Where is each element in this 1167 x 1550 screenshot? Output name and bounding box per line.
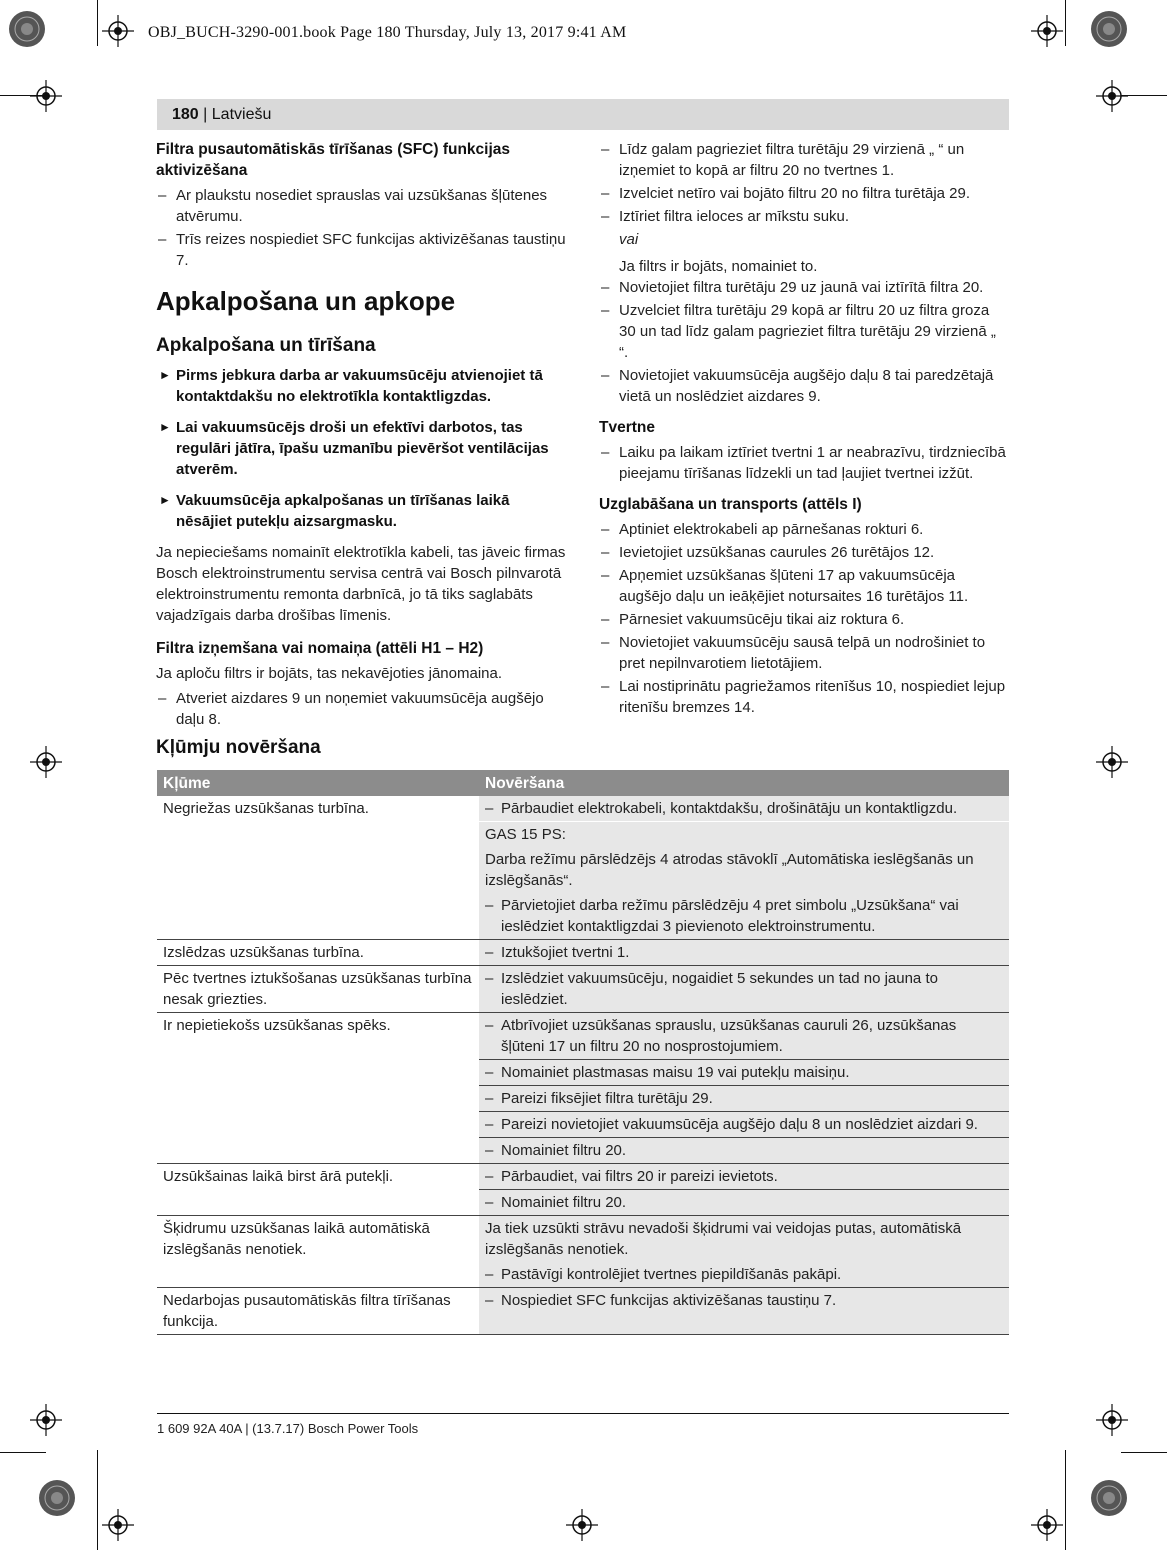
table-row (157, 796, 1009, 822)
registration-mark-icon (30, 746, 62, 778)
or-word: vai (619, 231, 639, 248)
color-rosette-icon (1090, 10, 1128, 48)
table-header-row (157, 770, 1009, 796)
registration-mark-icon (102, 1509, 134, 1541)
left-column (156, 139, 568, 732)
remedy-text: – Pārbaudiet elektrokabeli, kontaktdakšu, drošinātāju un kontaktligzdu. (485, 798, 1003, 819)
sfc-steps (156, 185, 568, 271)
remedy-cell (479, 940, 1009, 966)
safety-warnings (156, 365, 568, 532)
fault-cell: Pēc tvertnes iztukšošanas uzsūkšanas turbīna nesak griezties. (157, 966, 479, 1013)
tank-step: – Laiku pa laikam iztīriet tvertni 1 ar neabrazīvu, tirdzniecībā pieejamu tīrīšanas līdzekli un tad ļaujiet tvertnei izžūt. (599, 442, 1009, 484)
warning-item: ► Lai vakuumsūcējs droši un efektīvi darbotos, tas regulāri jātīra, īpašu uzmanību pievēršot ventilācijas atverēm. (156, 417, 568, 480)
list-item: – Lai nostiprinātu pagriežamos ritenīšus 10, nospiediet lejup ritenīšu bremzes 14. (599, 676, 1009, 718)
remedy-text: – Pareizi novietojiet vakuumsūcēja augšējo daļu 8 un noslēdziet aizdari 9. (485, 1114, 1003, 1135)
fault-cell: Uzsūkšainas laikā birst ārā putekļi. (157, 1164, 479, 1216)
fault-cell: Izslēdzas uzsūkšanas turbīna. (157, 940, 479, 966)
remedy-cell (479, 1138, 1009, 1164)
filter-heading: Filtra izņemšana vai nomaiņa (attēli H1 – H2) (156, 640, 484, 657)
troubleshooting-heading: Kļūmju novēršana (156, 737, 321, 758)
list-item: – Uzvelciet filtra turētāju 29 kopā ar filtru 20 uz filtra groza 30 un tad līdz galam pagrieziet filtra turētāju 29 virzienā „ “. (599, 300, 1009, 363)
list-item: – Apņemiet uzsūkšanas šļūteni 17 ap vakuumsūcēja augšējo daļu un ieāķējiet notursaites 16 turētājos 11. (599, 565, 1009, 607)
page-header (172, 104, 271, 125)
remedy-text: – Nomainiet filtru 20. (485, 1140, 1003, 1161)
column-header-fault: Kļūme (157, 770, 479, 796)
registration-mark-icon (1096, 746, 1128, 778)
list-item: – Aptiniet elektrokabeli ap pārnešanas rokturi 6. (599, 519, 1009, 540)
list-item: – Pārnesiet vakuumsūcēju tikai aiz roktura 6. (599, 609, 1009, 630)
remedy-cell (479, 893, 1009, 940)
table-row (157, 966, 1009, 1013)
remedy-text: – Izslēdziet vakuumsūcēju, nogaidiet 5 sekundes un tad no jauna to ieslēdziet. (485, 968, 1003, 1010)
list-item: – Ar plaukstu nosediet sprauslas vai uzsūkšanas šļūtenes atvērumu. (156, 185, 568, 227)
list-item: – Līdz galam pagrieziet filtra turētāju 29 virzienā „ “ un izņemiet to kopā ar filtru 20 no tvertnes 1. (599, 139, 1009, 181)
registration-mark-icon (566, 1509, 598, 1541)
table-row (157, 1013, 1009, 1060)
table-row (157, 1288, 1009, 1335)
damaged-note: Ja filtrs ir bojāts, nomainiet to. (619, 258, 818, 275)
page-header-bar (157, 99, 1009, 130)
page-footer: 1 609 92A 40A | (13.7.17) Bosch Power Tools (157, 1421, 419, 1436)
remedy-text: – Atbrīvojiet uzsūkšanas sprauslu, uzsūkšanas cauruli 26, uzsūkšanas šļūteni 17 un filtru 20 no nosprostojumiem. (485, 1015, 1003, 1057)
remedy-text: – Iztukšojiet tvertni 1. (485, 942, 1003, 963)
remedy-text: – Pārbaudiet, vai filtrs 20 ir pareizi ievietots. (485, 1166, 1003, 1187)
footer-rule (157, 1413, 1009, 1414)
remedy-text: – Nomainiet filtru 20. (485, 1192, 1003, 1213)
remedy-cell (479, 1060, 1009, 1086)
color-rosette-icon (38, 1479, 76, 1517)
cable-paragraph: Ja nepieciešams nomainīt elektrotīkla kabeli, tas jāveic firmas Bosch elektroinstrumentu servisa centrā vai Bosch pilnvarotā elektroinstrumentu remonta darbnīcā, jo tā tiks saglabāts vajadzīgais darba drošības līmenis. (156, 544, 566, 624)
list-item: – Trīs reizes nospiediet SFC funkcijas aktivizēšanas taustiņu 7. (156, 229, 568, 271)
remedy-cell (479, 1190, 1009, 1216)
column-header-remedy: Novēršana (479, 770, 1009, 796)
remedy-cell (479, 1086, 1009, 1112)
remedy-cell (479, 1013, 1009, 1060)
storage-heading: Uzglabāšana un transports (attēls I) (599, 496, 862, 513)
remedy-text: – Pastāvīgi kontrolējiet tvertnes piepildīšanās pakāpi. (485, 1264, 1003, 1285)
remedy-cell: GAS 15 PS: (479, 822, 1009, 848)
remedy-cell (479, 1288, 1009, 1335)
list-item: – Novietojiet vakuumsūcēju sausā telpā un nodrošiniet to pret nepilnvarotiem lietotājiem. (599, 632, 1009, 674)
list-item: – Novietojiet filtra turētāju 29 uz jaunā vai iztīrītā filtra 20. (599, 277, 1009, 298)
registration-mark-icon (1031, 1509, 1063, 1541)
list-item: – Iztīriet filtra ieloces ar mīkstu suku. (599, 206, 1009, 227)
remedy-cell (479, 966, 1009, 1013)
cleaning-heading: Apkalpošana un tīrīšana (156, 335, 376, 356)
sfc-heading: Filtra pusautomātiskās tīrīšanas (SFC) funkcijas aktivizēšana (156, 141, 511, 179)
table-row (157, 1216, 1009, 1263)
remedy-text: – Nospiediet SFC funkcijas aktivizēšanas taustiņu 7. (485, 1290, 1003, 1311)
printer-slug: OBJ_BUCH-3290-001.book Page 180 Thursday, July 13, 2017 9:41 AM (148, 24, 627, 41)
remedy-cell (479, 796, 1009, 822)
color-rosette-icon (8, 10, 46, 48)
header-language: Latviešu (211, 106, 272, 123)
color-rosette-icon (1090, 1479, 1128, 1517)
warning-item: ► Pirms jebkura darba ar vakuumsūcēju atvienojiet tā kontaktdakšu no elektrotīkla kontaktligzdas. (156, 365, 568, 407)
filter-steps-b (599, 277, 1009, 407)
remedy-cell: Ja tiek uzsūkti strāvu nevadoši šķidrumi vai veidojas putas, automātiskā izslēgšanās nenotiek. (479, 1216, 1009, 1263)
remedy-cell (479, 1112, 1009, 1138)
page-number: 180 (172, 106, 199, 123)
remedy-text: – Nomainiet plastmasas maisu 19 vai putekļu maisiņu. (485, 1062, 1003, 1083)
registration-mark-icon (30, 80, 62, 112)
header-separator: | (203, 106, 208, 123)
fault-cell: Ir nepietiekošs uzsūkšanas spēks. (157, 1013, 479, 1164)
table-row (157, 940, 1009, 966)
fault-cell: Šķidrumu uzsūkšanas laikā automātiskā izslēgšanās nenotiek. (157, 1216, 479, 1288)
list-item: – Novietojiet vakuumsūcēja augšējo daļu 8 tai paredzētajā vietā un noslēdziet aizdares 9. (599, 365, 1009, 407)
maintenance-heading: Apkalpošana un apkope (156, 286, 456, 316)
list-item: – Izvelciet netīro vai bojāto filtru 20 no filtra turētāja 29. (599, 183, 1009, 204)
table-row (157, 1164, 1009, 1190)
registration-mark-icon (30, 1404, 62, 1436)
right-column (599, 139, 1009, 720)
fault-cell: Negriežas uzsūkšanas turbīna. (157, 796, 479, 940)
remedy-cell (479, 1262, 1009, 1288)
remedy-cell: Darba režīmu pārslēdzējs 4 atrodas stāvoklī „Automātiska ieslēgšanās un izslēgšanās“. (479, 847, 1009, 893)
registration-mark-icon (1096, 80, 1128, 112)
filter-steps-a (599, 139, 1009, 227)
remedy-text: – Pārvietojiet darba režīmu pārslēdzēju 4 pret simbolu „Uzsūkšana“ vai ieslēdziet kontaktligzdai 3 pievienoto elektroinstrumentu. (485, 895, 1003, 937)
remedy-text: – Pareizi fiksējiet filtra turētāju 29. (485, 1088, 1003, 1109)
storage-steps (599, 519, 1009, 718)
filter-step: – Atveriet aizdares 9 un noņemiet vakuumsūcēja augšējo daļu 8. (156, 688, 568, 730)
filter-paragraph: Ja aploču filtrs ir bojāts, tas nekavējoties jānomaina. (156, 665, 503, 682)
tank-heading: Tvertne (599, 419, 655, 436)
registration-mark-icon (1096, 1404, 1128, 1436)
fault-cell: Nedarbojas pusautomātiskās filtra tīrīšanas funkcija. (157, 1288, 479, 1335)
troubleshooting-table (157, 770, 1009, 1335)
warning-item: ► Vakuumsūcēja apkalpošanas un tīrīšanas laikā nēsājiet putekļu aizsargmasku. (156, 490, 568, 532)
list-item: – Ievietojiet uzsūkšanas caurules 26 turētājos 12. (599, 542, 1009, 563)
registration-mark-icon (102, 15, 134, 47)
remedy-cell (479, 1164, 1009, 1190)
registration-mark-icon (1031, 15, 1063, 47)
